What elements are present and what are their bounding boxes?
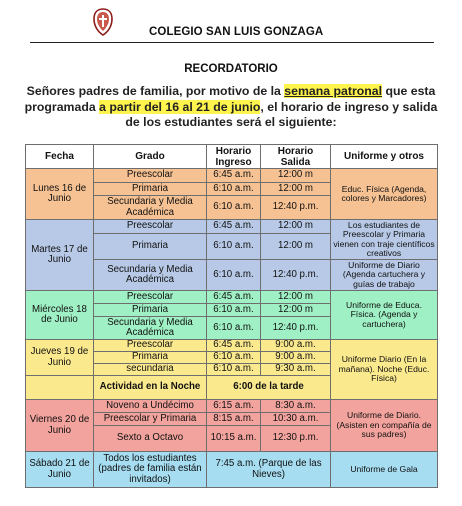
ingreso-cell: 6:10 a.m. — [207, 183, 261, 196]
ingreso-cell: 6:10 a.m. — [207, 364, 261, 376]
header-salida: Horario Salida — [261, 145, 331, 169]
ingreso-cell: 6:10 a.m. — [207, 234, 261, 260]
grado-cell: Secundaria y Media Académica — [94, 260, 207, 291]
uniforme-cell: Uniforme de Diario. (Asisten en compañía de sus padres) — [331, 400, 438, 452]
intro-text-3: , el horario de ingreso y salida de los estudiantes será el siguiente: — [125, 99, 438, 129]
salida-cell: 12:40 p.m. — [261, 196, 331, 220]
school-name: COLEGIO SAN LUIS GONZAGA — [149, 26, 324, 38]
grado-cell: secundaria — [94, 364, 207, 376]
ingreso-cell: 6:10 a.m. — [207, 196, 261, 220]
day-cell: Martes 17 de Junio — [26, 220, 94, 291]
intro-paragraph — [24, 84, 438, 131]
uniforme-cell: Uniforme de Educa. Física. (Agenda y cartuchera) — [331, 291, 438, 340]
table-row — [26, 340, 438, 352]
table-header-row — [26, 145, 438, 169]
grado-cell: Preescolar — [94, 169, 207, 183]
table-row — [26, 291, 438, 304]
ingreso-cell: 6:10 a.m. — [207, 260, 261, 291]
ingreso-cell: 8:15 a.m. — [207, 413, 261, 426]
intro-highlight-semana: semana patronal — [284, 84, 383, 98]
ingreso-cell: 6:45 a.m. — [207, 169, 261, 183]
intro-text-1: Señores padres de familia, por motivo de la — [26, 84, 285, 98]
header-ingreso: Horario Ingreso — [207, 145, 261, 169]
grado-cell: Noveno a Undécimo — [94, 400, 207, 413]
grado-cell: Todos los estudiantes (padres de familia están invitados) — [94, 452, 207, 488]
table-row — [26, 400, 438, 413]
header-fecha: Fecha — [26, 145, 94, 169]
grado-cell: Primaria — [94, 183, 207, 196]
grado-cell: Primaria — [94, 304, 207, 317]
header-rule — [30, 42, 434, 43]
uniforme-cell: Uniforme de Diario (Agenda cartuchera y guías de trabajo — [331, 260, 438, 291]
day-cell: Jueves 19 de Junio — [26, 340, 94, 376]
intro-highlight-fechas: a partir del 16 al 21 de junio — [99, 99, 261, 114]
ingreso-cell: 10:15 a.m. — [207, 426, 261, 452]
uniforme-cell: Uniforme Diario (En la mañana). Noche (Educ. Física) — [331, 340, 438, 400]
salida-cell: 8:30 a.m. — [261, 400, 331, 413]
day-cell: Miércoles 18 de Junio — [26, 291, 94, 340]
grado-cell: Sexto a Octavo — [94, 426, 207, 452]
ingreso-cell: 6:10 a.m. — [207, 352, 261, 364]
blank-cell — [26, 376, 94, 400]
school-crest-icon — [93, 8, 113, 36]
uniforme-cell: Educ. Física (Agenda, colores y Marcadores) — [331, 169, 438, 220]
horario-cell: 7:45 a.m. (Parque de las Nieves) — [207, 452, 331, 488]
ingreso-cell: 6:15 a.m. — [207, 400, 261, 413]
salida-cell: 12:00 m — [261, 234, 331, 260]
grado-cell: Preescolar — [94, 220, 207, 234]
activity-time-cell: 6:00 de la tarde — [207, 376, 331, 400]
grado-cell: Primaria — [94, 352, 207, 364]
day-cell: Sábado 21 de Junio — [26, 452, 94, 488]
ingreso-cell: 6:45 a.m. — [207, 340, 261, 352]
ingreso-cell: 6:10 a.m. — [207, 317, 261, 340]
grado-cell: Preescolar y Primaria — [94, 413, 207, 426]
salida-cell: 12:30 p.m. — [261, 426, 331, 452]
salida-cell: 9:00 a.m. — [261, 352, 331, 364]
page-title: RECORDATORIO — [184, 63, 278, 75]
salida-cell: 9:30 a.m. — [261, 364, 331, 376]
table-row — [26, 169, 438, 183]
uniforme-cell: Los estudiantes de Preescolar y Primaria vienen con traje científicos creativos — [331, 220, 438, 260]
salida-cell: 12:40 p.m. — [261, 260, 331, 291]
salida-cell: 9:00 a.m. — [261, 340, 331, 352]
grado-cell: Secundaria y Media Académica — [94, 317, 207, 340]
schedule-table — [25, 144, 438, 488]
ingreso-cell: 6:45 a.m. — [207, 220, 261, 234]
salida-cell: 12:00 m — [261, 220, 331, 234]
salida-cell: 12:00 m — [261, 291, 331, 304]
day-cell: Lunes 16 de Junio — [26, 169, 94, 220]
salida-cell: 12:00 m — [261, 169, 331, 183]
grado-cell: Secundaria y Media Académica — [94, 196, 207, 220]
header-grado: Grado — [94, 145, 207, 169]
grado-cell: Preescolar — [94, 340, 207, 352]
salida-cell: 12:00 m — [261, 304, 331, 317]
ingreso-cell: 6:45 a.m. — [207, 291, 261, 304]
uniforme-cell: Uniforme de Gala — [331, 452, 438, 488]
header-uniforme: Uniforme y otros — [331, 145, 438, 169]
activity-label-cell: Actividad en la Noche — [94, 376, 207, 400]
salida-cell: 12:00 m — [261, 183, 331, 196]
grado-cell: Primaria — [94, 234, 207, 260]
table-row — [26, 220, 438, 234]
grado-cell: Preescolar — [94, 291, 207, 304]
intro-text-2: que esta programada — [24, 84, 436, 114]
salida-cell: 10:30 a.m. — [261, 413, 331, 426]
salida-cell: 12:40 p.m. — [261, 317, 331, 340]
table-row — [26, 452, 438, 488]
ingreso-cell: 6:10 a.m. — [207, 304, 261, 317]
day-cell: Viernes 20 de Junio — [26, 400, 94, 452]
